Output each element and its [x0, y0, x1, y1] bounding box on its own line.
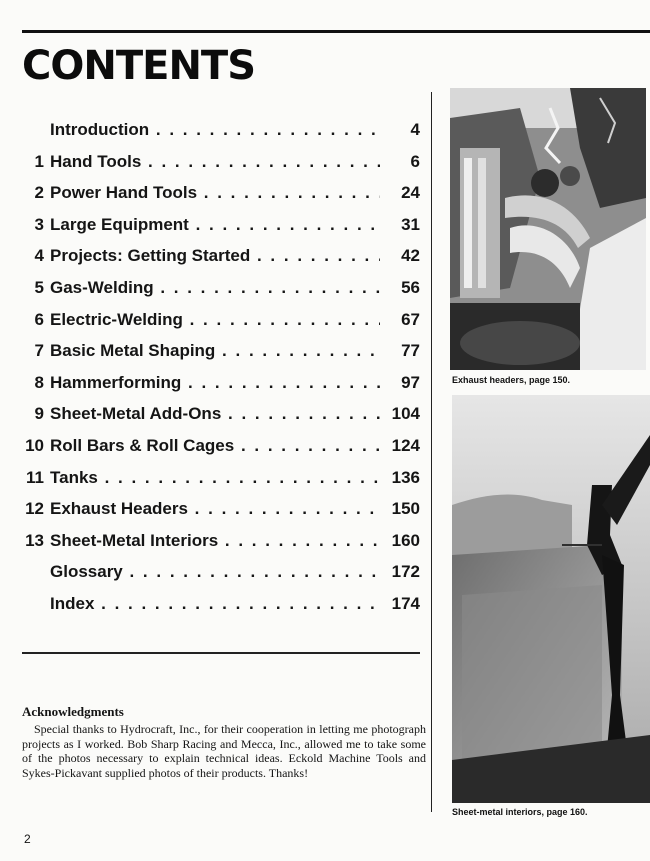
toc-chapter-number: 8 [34, 372, 44, 392]
toc-chapter-number: 7 [34, 341, 44, 361]
toc-entry-hammerforming[interactable] [22, 367, 420, 399]
page-number: 2 [24, 832, 31, 846]
toc-entry-sheet-metal-add-ons[interactable] [22, 398, 420, 430]
toc-chapter-number: 3 [34, 214, 44, 234]
toc-chapter-number: 1 [34, 151, 44, 171]
toc-page-number: 4 [382, 114, 420, 146]
sheet-metal-interiors-photo [452, 395, 650, 803]
toc-page-number: 160 [382, 525, 420, 557]
toc-chapter-number: 2 [34, 183, 44, 203]
acknowledgments-heading: Acknowledgments [22, 704, 124, 719]
interior-panel-illustration [452, 395, 650, 803]
toc-entry-introduction[interactable] [22, 114, 420, 146]
toc-page-number: 42 [382, 240, 420, 272]
toc-entry-glossary[interactable] [22, 556, 420, 588]
toc-chapter-number: 5 [34, 277, 44, 297]
toc-page-number: 97 [382, 367, 420, 399]
toc-entry-exhaust-headers[interactable] [22, 493, 420, 525]
toc-chapter-title: Projects: Getting Started . . . [50, 240, 380, 272]
toc-page-number: 67 [382, 304, 420, 336]
toc-chapter-title: Introduction . . . [50, 114, 380, 146]
toc-chapter-title: Large Equipment . . . [50, 209, 380, 241]
toc-entry-basic-metal-shaping[interactable] [22, 335, 420, 367]
toc-entry-electric-welding[interactable] [22, 304, 420, 336]
toc-chapter-number: 6 [34, 309, 44, 329]
page-title: CONTENTS [22, 43, 256, 89]
toc-chapter-number: 4 [34, 246, 44, 266]
toc-chapter-number: 12 [25, 499, 44, 519]
toc-page-number: 124 [382, 430, 420, 462]
toc-chapter-title: Hammerforming . . . [50, 367, 380, 399]
photo-caption: Exhaust headers, page 150. [452, 375, 571, 385]
toc-chapter-number: 10 [25, 435, 44, 455]
acknowledgments-text: Special thanks to Hydrocraft, Inc., for their cooperation in letting me photograph projects as I worked. Bob Sharp Racing and Mecca, Inc., allowed me to take some of the photos necessary to explain technical ideas. Eckold Machine Tools and Sykes-Pickavant supplied photos of their products. Thanks! [22, 722, 426, 780]
toc-entry-sheet-metal-interiors[interactable] [22, 525, 420, 557]
toc-chapter-title: Roll Bars & Roll Cages . . . [50, 430, 380, 462]
toc-page-number: 31 [382, 209, 420, 241]
toc-entry-hand-tools[interactable] [22, 146, 420, 178]
toc-chapter-number: 13 [25, 530, 44, 550]
engine-bay-illustration [450, 88, 646, 370]
toc-chapter-title: Gas-Welding . . . [50, 272, 380, 304]
toc-entry-roll-bars[interactable] [22, 430, 420, 462]
toc-chapter-title: Power Hand Tools . . . [50, 177, 380, 209]
toc-chapter-title: Sheet-Metal Add-Ons . . . [50, 398, 380, 430]
exhaust-headers-photo [450, 88, 646, 370]
table-of-contents [22, 114, 420, 620]
photo-caption: Sheet-metal interiors, page 160. [452, 807, 588, 817]
toc-page-number: 104 [382, 398, 420, 430]
toc-page-number: 150 [382, 493, 420, 525]
toc-chapter-title: Exhaust Headers . . . [50, 493, 380, 525]
toc-page-number: 136 [382, 462, 420, 494]
top-rule [22, 30, 650, 33]
toc-chapter-title: Tanks . . . [50, 462, 380, 494]
section-divider [22, 652, 420, 654]
toc-page-number: 6 [382, 146, 420, 178]
column-divider [431, 92, 432, 812]
toc-chapter-title: Basic Metal Shaping . . . [50, 335, 380, 367]
toc-page-number: 174 [382, 588, 420, 620]
toc-chapter-title: Sheet-Metal Interiors . . . [50, 525, 380, 557]
toc-entry-gas-welding[interactable] [22, 272, 420, 304]
toc-entry-projects[interactable] [22, 240, 420, 272]
toc-page-number: 172 [382, 556, 420, 588]
toc-entry-index[interactable] [22, 588, 420, 620]
toc-chapter-title: Index . . . [50, 588, 380, 620]
toc-page-number: 24 [382, 177, 420, 209]
toc-entry-tanks[interactable] [22, 462, 420, 494]
toc-chapter-title: Glossary . . . [50, 556, 380, 588]
toc-entry-power-hand-tools[interactable] [22, 177, 420, 209]
toc-chapter-number: 11 [26, 467, 44, 487]
toc-entry-large-equipment[interactable] [22, 209, 420, 241]
toc-chapter-number: 9 [34, 404, 44, 424]
toc-chapter-title: Hand Tools . . . [50, 146, 380, 178]
toc-page-number: 77 [382, 335, 420, 367]
toc-chapter-title: Electric-Welding . . . [50, 304, 380, 336]
toc-page-number: 56 [382, 272, 420, 304]
